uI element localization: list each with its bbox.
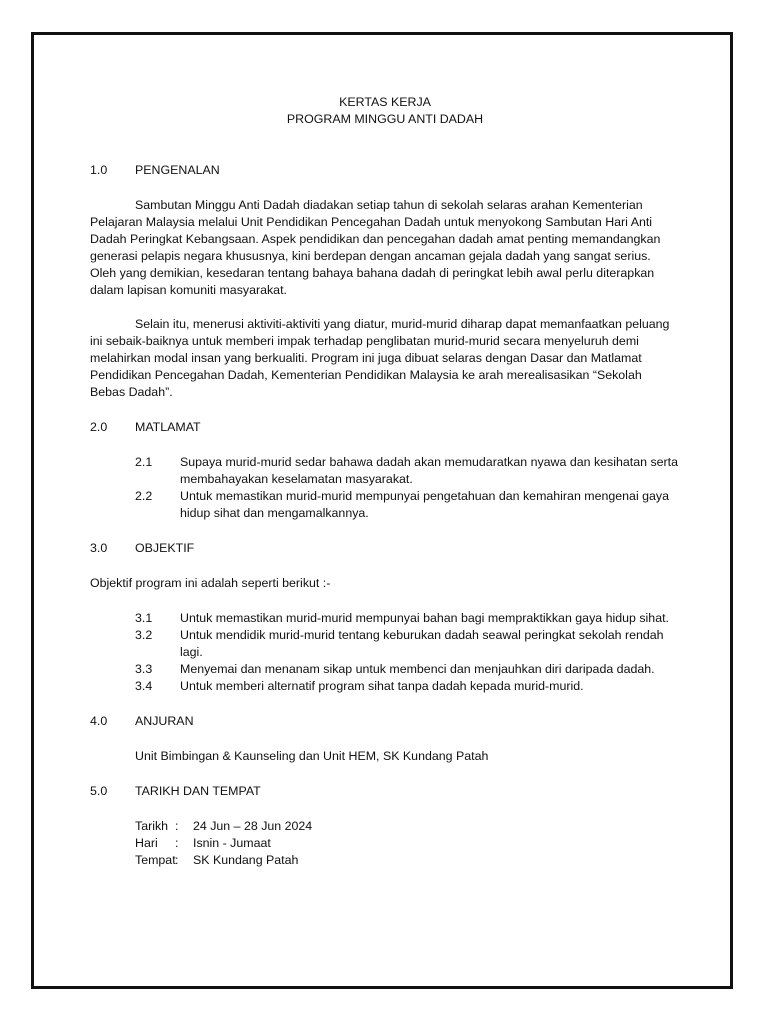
section-number: 2.0 xyxy=(90,420,108,434)
section-number: 1.0 xyxy=(90,163,108,177)
section-number: 4.0 xyxy=(90,714,108,728)
info-value: Isnin - Jumaat xyxy=(193,836,271,850)
section-3-heading xyxy=(90,540,680,557)
section-title: PENGENALAN xyxy=(135,163,220,177)
section-4-heading xyxy=(90,713,680,730)
document-title-line2: PROGRAM MINGGU ANTI DADAH xyxy=(286,112,484,126)
section-number: 3.0 xyxy=(90,541,108,555)
objectives-intro: Objektif program ini adalah seperti berikut :- xyxy=(90,576,331,590)
info-value: 24 Jun – 28 Jun 2024 xyxy=(193,819,313,833)
list-item xyxy=(135,610,680,627)
section-1-heading xyxy=(90,162,680,179)
list-item-text: Untuk memastikan murid-murid mempunyai pengetahuan dan kemahiran mengenai gaya hidup sihat dan mengamalkannya. xyxy=(180,489,670,520)
info-label: Hari xyxy=(135,836,158,850)
goals-list xyxy=(135,454,680,522)
list-item-text: Untuk memastikan murid-murid mempunyai bahan bagi mempraktikkan gaya hidup sihat. xyxy=(180,611,669,625)
intro-paragraph-2: Selain itu, menerusi aktiviti-aktiviti yang diatur, murid-murid diharap dapat memanfaatkan peluang ini sebaik-baiknya untuk memberi impak terhadap penglibatan murid-murid secara menyeluruh demi melahirkan modal insan yang berkualiti. Program ini juga dibuat selaras dengan Dasar dan Matlamat Pendidikan Pencegahan Dadah, Kementerian Pendidikan Malaysia ke arah merealisasikan “Sekolah Bebas Dadah”. xyxy=(90,317,670,399)
section-title: MATLAMAT xyxy=(135,420,201,434)
list-item-text: Menyemai dan menanam sikap untuk membenci dan menjauhkan diri daripada dadah. xyxy=(180,662,655,676)
organizer-text: Unit Bimbingan & Kaunseling dan Unit HEM, SK Kundang Patah xyxy=(135,749,489,763)
info-colon: : xyxy=(175,836,179,850)
objectives-list xyxy=(135,610,680,695)
list-item xyxy=(135,454,680,488)
intro-paragraph-1: Sambutan Minggu Anti Dadah diadakan setiap tahun di sekolah selaras arahan Kementerian Pelajaran Malaysia melalui Unit Pendidikan Pencegahan Dadah untuk menyokong Sambutan Hari Anti Dadah Peringkat Kebangsaan. Aspek pendidikan dan pencegahan dadah amat penting memandangkan generasi pelapis negara khususnya, kini berdepan dengan ancaman gejala dadah yang sangat serius. Oleh yang demikian, kesedaran tentang bahaya bahana dadah di peringkat lebih awal perlu diterapkan dalam lapisan komuniti masyarakat. xyxy=(90,198,661,297)
info-value: SK Kundang Patah xyxy=(193,853,299,867)
list-item xyxy=(135,488,680,522)
section-title: ANJURAN xyxy=(135,714,194,728)
list-item-number: 3.3 xyxy=(135,662,153,676)
list-item xyxy=(135,678,680,695)
info-row-day xyxy=(135,835,680,852)
list-item-number: 2.1 xyxy=(135,455,153,469)
document-body xyxy=(90,94,680,869)
date-venue-table xyxy=(135,818,680,869)
document-title-line1: KERTAS KERJA xyxy=(339,95,431,109)
list-item-text: Untuk memberi alternatif program sihat tanpa dadah kepada murid-murid. xyxy=(180,679,584,693)
list-item-number: 3.4 xyxy=(135,679,153,693)
list-item-text: Untuk mendidik murid-murid tentang keburukan dadah seawal peringkat sekolah rendah lagi. xyxy=(180,628,664,659)
list-item-number: 2.2 xyxy=(135,489,153,503)
section-title: OBJEKTIF xyxy=(135,541,195,555)
section-title: TARIKH DAN TEMPAT xyxy=(135,784,261,798)
list-item-number: 3.1 xyxy=(135,611,153,625)
section-2-heading xyxy=(90,419,680,436)
info-row-venue xyxy=(135,852,680,869)
list-item-text: Supaya murid-murid sedar bahawa dadah akan memudaratkan nyawa dan kesihatan serta membahayakan keselamatan masyarakat. xyxy=(180,455,678,486)
section-5-heading xyxy=(90,783,680,800)
info-label: Tempat xyxy=(135,853,176,867)
info-row-date xyxy=(135,818,680,835)
list-item xyxy=(135,661,680,678)
info-label: Tarikh xyxy=(135,819,169,833)
info-colon: : xyxy=(175,853,179,867)
info-colon: : xyxy=(175,819,179,833)
section-number: 5.0 xyxy=(90,784,108,798)
list-item xyxy=(135,627,680,661)
list-item-number: 3.2 xyxy=(135,628,153,642)
